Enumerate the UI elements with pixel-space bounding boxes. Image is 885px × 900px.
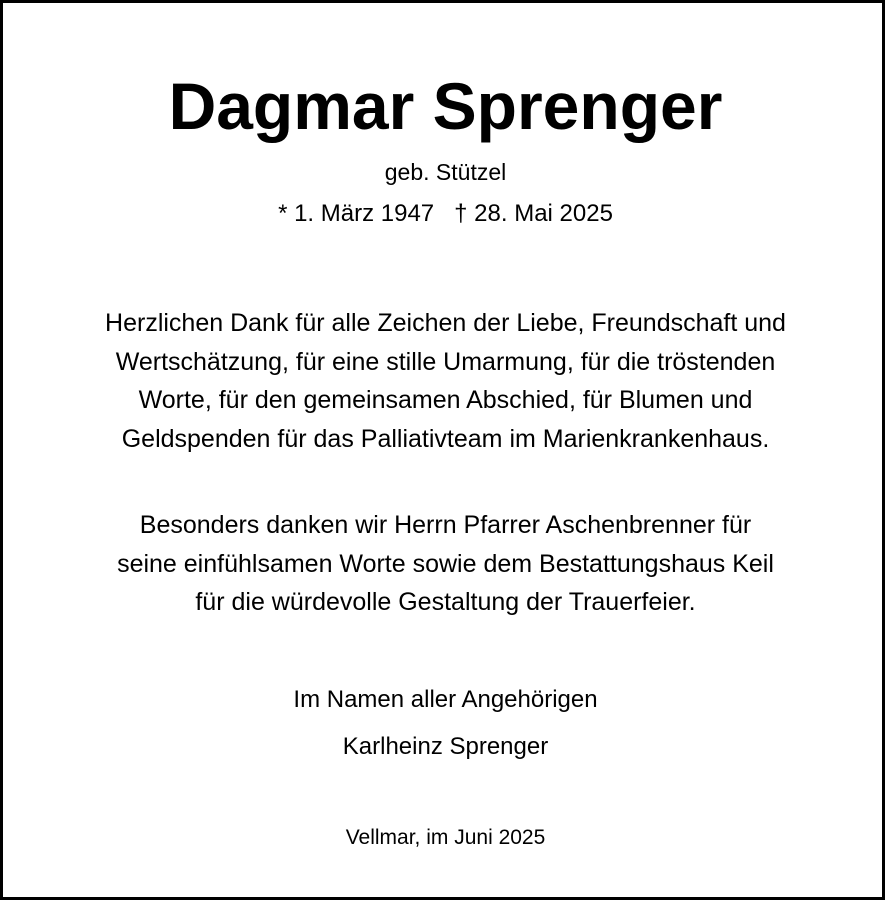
special-thanks-paragraph (3, 506, 885, 622)
birth-date: * 1. März 1947 (278, 200, 435, 227)
special-thanks-line: für die würdevolle Gestaltung der Trauerfeier. (195, 588, 696, 616)
thanks-line: Worte, für den gemeinsamen Abschied, für Blumen und (138, 386, 753, 414)
death-date: † 28. Mai 2025 (454, 200, 613, 227)
signature-name: Karlheinz Sprenger (342, 733, 549, 760)
place-date: Vellmar, im Juni 2025 (345, 826, 546, 849)
birth-name: geb. Stützel (384, 159, 507, 185)
special-thanks-line: seine einfühlsamen Worte sowie dem Bestattungshaus Keil (117, 549, 774, 578)
deceased-name: Dagmar Sprenger (168, 69, 723, 143)
signature-intro: Im Namen aller Angehörigen (293, 686, 598, 713)
thanks-line: Wertschätzung, für eine stille Umarmung, für die tröstenden (115, 347, 776, 376)
life-dates (3, 199, 885, 229)
thanks-line: Herzlichen Dank für alle Zeichen der Liebe, Freundschaft und (105, 309, 786, 337)
thanks-paragraph (3, 304, 885, 458)
special-thanks-line: Besonders danken wir Herrn Pfarrer Aschenbrenner für (139, 511, 752, 539)
thanks-line: Geldspenden für das Palliativteam im Marienkrankenhaus. (121, 424, 770, 453)
